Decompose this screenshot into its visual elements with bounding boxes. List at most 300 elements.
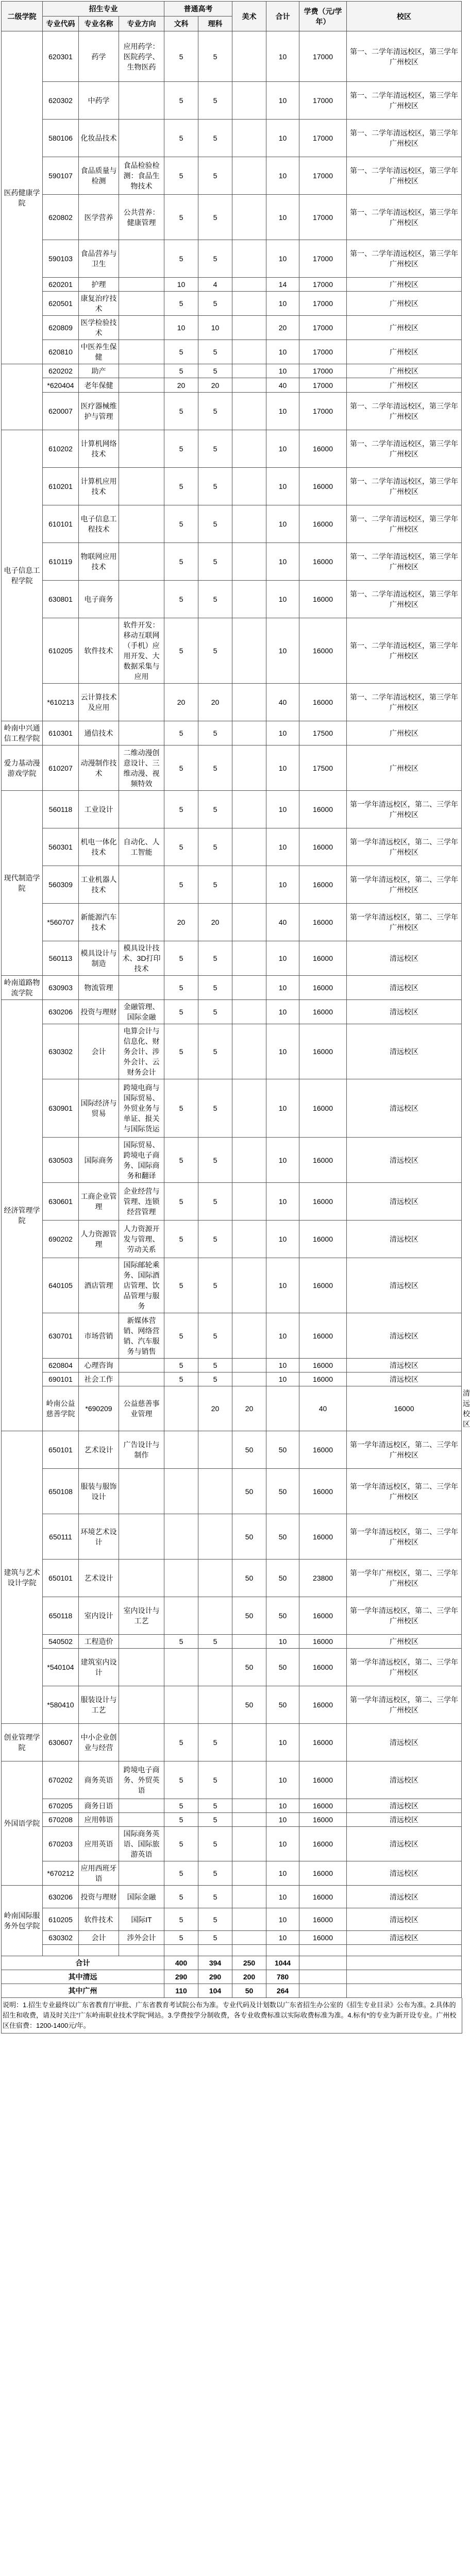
- cell-lib: 5: [164, 618, 198, 684]
- cell-lib: 5: [164, 120, 198, 157]
- cell-fee: 16000: [299, 791, 347, 828]
- cell-code: *610213: [43, 684, 79, 721]
- cell-camp: 清远校区: [347, 1886, 462, 1908]
- cell-dir: [119, 364, 164, 378]
- cell-lib: 5: [164, 745, 198, 791]
- cell-camp: 清远校区: [347, 1000, 462, 1024]
- cell-art: 50: [232, 1649, 266, 1686]
- summary-lib: 290: [164, 1970, 198, 1984]
- cell-code: 620809: [43, 316, 79, 340]
- cell-fee: 16000: [299, 618, 347, 684]
- cell-art: [266, 1386, 299, 1431]
- cell-fee: 16000: [299, 1258, 347, 1313]
- cell-camp: 清远校区: [347, 1813, 462, 1827]
- cell-dir: [119, 340, 164, 364]
- cell-code: 630701: [43, 1313, 79, 1359]
- cell-lib: 5: [164, 828, 198, 866]
- cell-sci: 5: [198, 1886, 232, 1908]
- cell-dir: [119, 120, 164, 157]
- cell-code: 620501: [43, 292, 79, 316]
- cell-name: 机电一体化技术: [79, 828, 119, 866]
- summary-label: 其中广州: [2, 1984, 164, 1998]
- cell-sci: 5: [198, 1138, 232, 1183]
- cell-fee: 16000: [299, 1138, 347, 1183]
- cell-art: [232, 1813, 266, 1827]
- cell-sci: 5: [198, 581, 232, 618]
- table-row: [2, 1827, 462, 1861]
- cell-tot: 50: [266, 1514, 299, 1560]
- cell-name: 物流管理: [79, 976, 119, 1000]
- cell-art: [232, 1908, 266, 1931]
- cell-dir: [119, 684, 164, 721]
- cell-lib: 5: [164, 340, 198, 364]
- table-row: [2, 1221, 462, 1258]
- cell-code: 560118: [43, 791, 79, 828]
- cell-name: 软件技术: [79, 1908, 119, 1931]
- cell-dir: [119, 292, 164, 316]
- cell-camp: 广州校区: [347, 278, 462, 292]
- cell-name: 工业机器人技术: [79, 866, 119, 904]
- cell-fee: 17000: [299, 82, 347, 120]
- cell-art: [232, 393, 266, 430]
- cell-lib: 20: [164, 904, 198, 941]
- cell-camp: 第一学年清远校区，第二、三学年广州校区: [347, 1597, 462, 1635]
- cell-fee: 16000: [299, 1813, 347, 1827]
- cell-art: [232, 468, 266, 505]
- cell-lib: 10: [164, 316, 198, 340]
- cell-tot: 10: [266, 1221, 299, 1258]
- cell-sci: 5: [198, 157, 232, 195]
- cell-lib: 5: [164, 82, 198, 120]
- cell-sci: 5: [198, 618, 232, 684]
- cell-dir: [119, 1724, 164, 1761]
- cell-art: [232, 1138, 266, 1183]
- cell-lib: 5: [164, 1000, 198, 1024]
- cell-code: 560309: [43, 866, 79, 904]
- cell-art: [232, 316, 266, 340]
- cell-sci: 5: [198, 1024, 232, 1079]
- cell-tot: 10: [266, 340, 299, 364]
- cell-name: 市场营销: [79, 1313, 119, 1359]
- cell-sci: [198, 1686, 232, 1724]
- cell-art: [232, 378, 266, 393]
- cell-camp: 广州校区: [347, 316, 462, 340]
- cell-dir: 二维动漫创意设计、三维动漫、视频特效: [119, 745, 164, 791]
- cell-sci: 5: [198, 866, 232, 904]
- table-row: [2, 468, 462, 505]
- cell-dir: [119, 1560, 164, 1597]
- summary-tot: 780: [266, 1970, 299, 1984]
- cell-lib: 5: [164, 721, 198, 745]
- cell-lib: 5: [164, 430, 198, 468]
- cell-code: 650118: [43, 1597, 79, 1635]
- cell-fee: 17000: [299, 340, 347, 364]
- cell-name: 艺术设计: [79, 1431, 119, 1469]
- cell-fee: 16000: [299, 1372, 347, 1386]
- cell-code: *670212: [43, 1861, 79, 1886]
- cell-sci: 5: [198, 1827, 232, 1861]
- header-name: 专业名称: [79, 16, 119, 31]
- cell-dir: [119, 1861, 164, 1886]
- cell-tot: 10: [266, 393, 299, 430]
- cell-camp: 第一学年清远校区，第二、三学年广州校区: [347, 1431, 462, 1469]
- cell-tot: 10: [266, 1724, 299, 1761]
- cell-tot: 50: [266, 1597, 299, 1635]
- cell-tot: 10: [266, 82, 299, 120]
- cell-camp: 清远校区: [347, 1313, 462, 1359]
- college-cell: 医药健康学院: [2, 31, 43, 364]
- cell-art: [232, 1183, 266, 1221]
- cell-sci: 5: [198, 1183, 232, 1221]
- cell-sci: [198, 1431, 232, 1469]
- cell-fee: 16000: [299, 1861, 347, 1886]
- cell-art: [232, 543, 266, 581]
- cell-sci: 20: [198, 904, 232, 941]
- cell-art: [232, 1931, 266, 1945]
- cell-fee: 16000: [299, 1649, 347, 1686]
- cell-name: 计算机应用技术: [79, 468, 119, 505]
- cell-name: 人力资源管理: [79, 1221, 119, 1258]
- cell-lib: 5: [164, 1221, 198, 1258]
- cell-sci: 5: [198, 1635, 232, 1649]
- cell-name: 公益慈善事业管理: [119, 1386, 164, 1431]
- cell-dir: 广告设计与制作: [119, 1431, 164, 1469]
- cell-code: 610201: [43, 468, 79, 505]
- cell-code: 650111: [43, 1514, 79, 1560]
- cell-name: 环境艺术设计: [79, 1514, 119, 1560]
- table-row: [2, 1431, 462, 1469]
- cell-code: 650101: [43, 1431, 79, 1469]
- cell-camp: 清远校区: [347, 1138, 462, 1183]
- college-cell: 建筑与艺术设计学院: [2, 1431, 43, 1724]
- table-row: [2, 82, 462, 120]
- cell-camp: 第一、二学年清远校区，第三学年广州校区: [347, 543, 462, 581]
- cell-tot: 40: [266, 904, 299, 941]
- cell-camp: 第一学年清远校区，第二、三学年广州校区: [347, 1686, 462, 1724]
- cell-art: [232, 1372, 266, 1386]
- table-row: [2, 364, 462, 378]
- cell-tot: 50: [266, 1649, 299, 1686]
- cell-fee: 17500: [299, 721, 347, 745]
- table-row: [2, 1313, 462, 1359]
- cell-sci: 5: [198, 430, 232, 468]
- cell-art: [232, 1359, 266, 1372]
- cell-tot: 20: [266, 316, 299, 340]
- cell-tot: 10: [266, 1372, 299, 1386]
- cell-sci: 5: [198, 1313, 232, 1359]
- cell-dir: [119, 581, 164, 618]
- cell-dir: [119, 378, 164, 393]
- table-row: [2, 828, 462, 866]
- cell-tot: 10: [266, 1908, 299, 1931]
- cell-art: 50: [232, 1469, 266, 1514]
- cell-dir: [119, 543, 164, 581]
- cell-camp: 第一、二学年清远校区，第三学年广州校区: [347, 393, 462, 430]
- table-row: [2, 1799, 462, 1813]
- cell-code: 620301: [43, 31, 79, 82]
- cell-tot: 10: [266, 1313, 299, 1359]
- cell-code: 560113: [43, 941, 79, 976]
- cell-code: 670205: [43, 1799, 79, 1813]
- cell-sci: 5: [198, 1372, 232, 1386]
- cell-fee: 17000: [299, 195, 347, 240]
- cell-art: [232, 684, 266, 721]
- cell-sci: 5: [198, 1931, 232, 1945]
- table-row: [2, 1945, 462, 1956]
- cell-fee: 16000: [299, 1827, 347, 1861]
- cell-art: [232, 505, 266, 543]
- cell-tot: 10: [266, 1635, 299, 1649]
- cell-art: [232, 976, 266, 1000]
- cell-tot: 10: [266, 745, 299, 791]
- table-row: [2, 1908, 462, 1931]
- cell-fee: 16000: [299, 1931, 347, 1945]
- cell-art: [232, 1945, 266, 1956]
- cell-camp: 第一学年清远校区，第二、三学年广州校区: [347, 791, 462, 828]
- cell-code: 590103: [43, 240, 79, 278]
- cell-dir: [119, 904, 164, 941]
- cell-tot: 10: [266, 1861, 299, 1886]
- cell-lib: 5: [164, 941, 198, 976]
- summary-sci: 104: [198, 1984, 232, 1998]
- cell-tot: 10: [266, 120, 299, 157]
- table-row: [2, 340, 462, 364]
- cell-name: 计算机网络技术: [79, 430, 119, 468]
- cell-sci: 20: [232, 1386, 266, 1431]
- cell-name: 老年保健: [79, 378, 119, 393]
- cell-fee: 16000: [299, 468, 347, 505]
- cell-fee: 16000: [299, 1799, 347, 1813]
- cell-dir: 自动化、人工智能: [119, 828, 164, 866]
- cell-fee: 16000: [299, 941, 347, 976]
- cell-fee: 17000: [299, 157, 347, 195]
- cell-art: [232, 581, 266, 618]
- cell-fee: 17000: [299, 31, 347, 82]
- cell-fee: 16000: [299, 581, 347, 618]
- cell-art: [232, 31, 266, 82]
- cell-tot: 10: [266, 1359, 299, 1372]
- summary-tot: 1044: [266, 1956, 299, 1970]
- cell-tot: [266, 1945, 299, 1956]
- cell-lib: 5: [164, 292, 198, 316]
- cell-tot: 50: [266, 1686, 299, 1724]
- cell-lib: [164, 1469, 198, 1514]
- cell-tot: 40: [299, 1386, 347, 1431]
- cell-fee: 16000: [347, 1386, 462, 1431]
- cell-camp: 清远校区: [347, 1221, 462, 1258]
- cell-dir: [119, 1514, 164, 1560]
- summary-sci: 290: [198, 1970, 232, 1984]
- cell-art: [232, 791, 266, 828]
- cell-camp: 清远校区: [347, 1183, 462, 1221]
- table-row: [2, 1597, 462, 1635]
- cell-lib: [164, 1514, 198, 1560]
- cell-fee: 16000: [299, 828, 347, 866]
- cell-camp: 广州校区: [347, 292, 462, 316]
- cell-lib: 5: [164, 791, 198, 828]
- table-row: [2, 1649, 462, 1686]
- table-row: [2, 430, 462, 468]
- table-row: [2, 1931, 462, 1945]
- table-row: [2, 976, 462, 1000]
- table-row: [2, 195, 462, 240]
- cell-sci: 5: [198, 195, 232, 240]
- cell-camp: 第一学年清远校区，第二、三学年广州校区: [347, 1514, 462, 1560]
- cell-fee: 16000: [299, 1313, 347, 1359]
- cell-dir: 电算会计与信息化、财务会计、涉外会计、云财务会计: [119, 1024, 164, 1079]
- summary-label: 合计: [2, 1956, 164, 1970]
- header-science: 理科: [198, 16, 232, 31]
- cell-name: 化妆品技术: [79, 120, 119, 157]
- cell-code: 630503: [43, 1138, 79, 1183]
- table-row: 岭南公益慈善学院 *690209 公益慈善事业管理 20 20 40 16000 清远校区: [2, 1386, 462, 1431]
- cell-code: *540104: [43, 1649, 79, 1686]
- cell-name: [79, 1945, 119, 1956]
- cell-sci: 5: [198, 828, 232, 866]
- cell-code: 630607: [43, 1724, 79, 1761]
- cell-code: 610119: [43, 543, 79, 581]
- cell-tot: 10: [266, 1258, 299, 1313]
- cell-tot: 10: [266, 1799, 299, 1813]
- cell-name: 应用韩语: [79, 1813, 119, 1827]
- cell-code: 690101: [43, 1372, 79, 1386]
- cell-camp: 清远校区: [347, 1827, 462, 1861]
- cell-sci: 5: [198, 468, 232, 505]
- cell-sci: 5: [198, 340, 232, 364]
- table-row: [2, 904, 462, 941]
- cell-lib: [164, 1560, 198, 1597]
- cell-name: 中医养生保健: [79, 340, 119, 364]
- cell-art: [232, 292, 266, 316]
- cell-art: [232, 1827, 266, 1861]
- cell-tot: 10: [266, 240, 299, 278]
- college-cell: 爱力基动漫游戏学院: [2, 745, 43, 791]
- cell-name: 服装设计与工艺: [79, 1686, 119, 1724]
- summary-art: 200: [232, 1970, 266, 1984]
- cell-fee: 16000: [299, 1908, 347, 1931]
- cell-lib: 5: [164, 157, 198, 195]
- cell-lib: 5: [164, 866, 198, 904]
- cell-tot: 10: [266, 364, 299, 378]
- cell-camp: 广州校区: [347, 364, 462, 378]
- table-row: [2, 240, 462, 278]
- cell-code: 610207: [43, 745, 79, 791]
- cell-name: 工商企业管理: [79, 1183, 119, 1221]
- cell-tot: 10: [266, 1024, 299, 1079]
- table-row: [2, 1372, 462, 1386]
- cell-sci: 5: [198, 505, 232, 543]
- cell-camp: 第一、二学年清远校区，第三学年广州校区: [347, 581, 462, 618]
- table-row: [2, 393, 462, 430]
- header-major-group: 招生专业: [43, 2, 164, 16]
- cell-name: 软件技术: [79, 618, 119, 684]
- cell-name: 助产: [79, 364, 119, 378]
- cell-dir: 公共营养：健康管理: [119, 195, 164, 240]
- cell-art: [232, 1799, 266, 1813]
- summary-empty: [347, 1984, 462, 1998]
- cell-tot: 50: [266, 1469, 299, 1514]
- summary-empty: [299, 1984, 347, 1998]
- cell-code: 620804: [43, 1359, 79, 1372]
- cell-art: [232, 82, 266, 120]
- cell-sci: [198, 1945, 232, 1956]
- cell-camp: 第一学年广州校区，第二、三学年广州校区: [347, 1560, 462, 1597]
- cell-name: 室内设计: [79, 1597, 119, 1635]
- table-row: [2, 1514, 462, 1560]
- cell-tot: 10: [266, 976, 299, 1000]
- table-row: [2, 745, 462, 791]
- cell-sci: 10: [198, 316, 232, 340]
- cell-art: [232, 364, 266, 378]
- cell-lib: 5: [164, 1799, 198, 1813]
- cell-sci: 5: [198, 240, 232, 278]
- enrollment-table: [1, 1, 470, 1998]
- cell-code: 650108: [43, 1469, 79, 1514]
- cell-fee: 17000: [299, 292, 347, 316]
- cell-fee: 16000: [299, 1359, 347, 1372]
- cell-tot: 10: [266, 791, 299, 828]
- summary-row: [2, 1984, 462, 1998]
- cell-dir: [119, 468, 164, 505]
- cell-code: *560707: [43, 904, 79, 941]
- cell-lib: 5: [164, 1138, 198, 1183]
- summary-row: [2, 1956, 462, 1970]
- cell-tot: 10: [266, 618, 299, 684]
- cell-tot: 14: [266, 278, 299, 292]
- cell-art: [232, 1724, 266, 1761]
- cell-fee: 17000: [299, 364, 347, 378]
- cell-tot: 10: [266, 31, 299, 82]
- college-cell: 外国语学院: [2, 1761, 43, 1886]
- cell-dir: [119, 1359, 164, 1372]
- table-row: [2, 31, 462, 82]
- cell-dir: [119, 430, 164, 468]
- header-direction: 专业方向: [119, 16, 164, 31]
- cell-lib: 5: [164, 1931, 198, 1945]
- cell-art: 50: [232, 1597, 266, 1635]
- header-total: 合计: [266, 2, 299, 31]
- cell-code: 650101: [43, 1560, 79, 1597]
- college-cell: 岭南中兴通信工程学院: [2, 721, 43, 745]
- cell-art: [232, 1635, 266, 1649]
- cell-dir: 跨境电子商务、外贸英语: [119, 1761, 164, 1799]
- table-row: [2, 684, 462, 721]
- cell-code: [43, 1945, 79, 1956]
- cell-lib: 5: [164, 468, 198, 505]
- cell-camp: 第一、二学年清远校区，第三学年广州校区: [347, 157, 462, 195]
- cell-dir: 国际IT: [119, 1908, 164, 1931]
- cell-code: 580106: [43, 120, 79, 157]
- cell-camp: 清远校区: [347, 1359, 462, 1372]
- cell-fee: 16000: [299, 1469, 347, 1514]
- table-row: [2, 1635, 462, 1649]
- cell-code: 620810: [43, 340, 79, 364]
- cell-tot: 50: [266, 1560, 299, 1597]
- summary-empty: [347, 1956, 462, 1970]
- cell-name: 电子商务: [79, 581, 119, 618]
- cell-code: 630206: [43, 1886, 79, 1908]
- cell-code: 620302: [43, 82, 79, 120]
- header-tuition: 学费（元/学年）: [299, 2, 347, 31]
- cell-sci: 5: [198, 976, 232, 1000]
- cell-code: 640105: [43, 1258, 79, 1313]
- cell-camp: 第一、二学年清远校区，第三学年广州校区: [347, 430, 462, 468]
- cell-lib: 5: [164, 543, 198, 581]
- table-footer: [2, 1956, 462, 1998]
- cell-art: [232, 904, 266, 941]
- cell-name: 应用英语: [79, 1827, 119, 1861]
- cell-lib: 5: [164, 1372, 198, 1386]
